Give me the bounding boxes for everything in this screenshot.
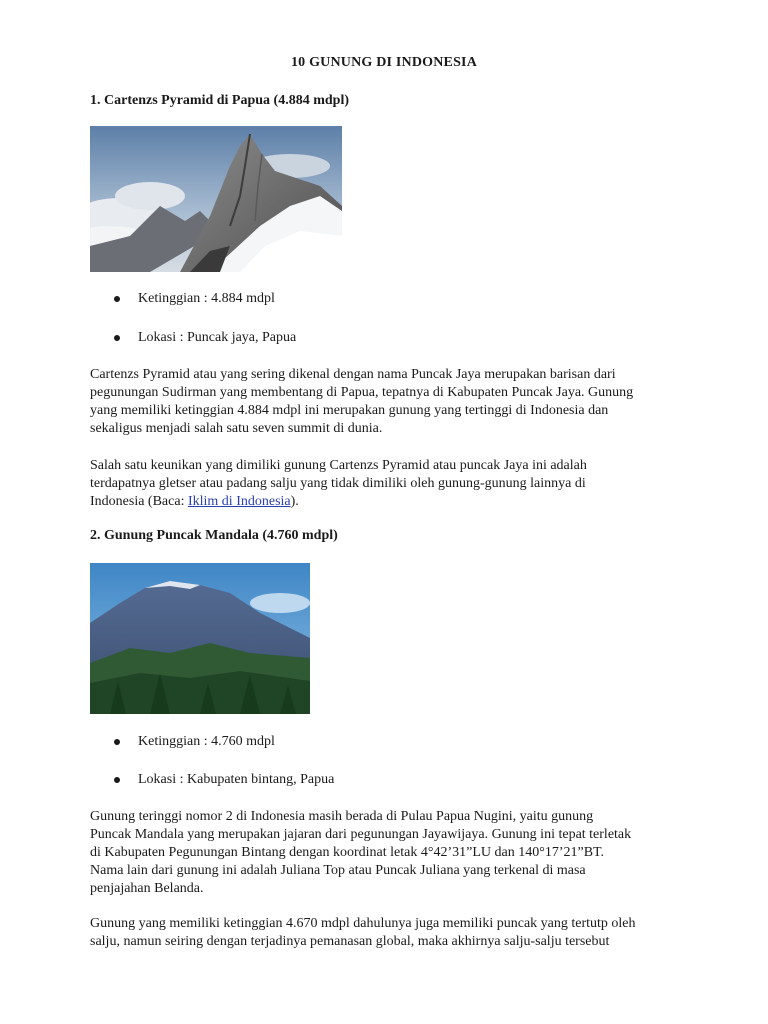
paragraph-line: Cartenzs Pyramid atau yang sering dikenal dengan nama Puncak Jaya merupakan barisan dari — [90, 367, 616, 382]
paragraph — [90, 366, 690, 438]
list-item — [114, 734, 275, 750]
document-title: 10 GUNUNG DI INDONESIA — [290, 55, 478, 70]
paragraph-line: di Kabupaten Pegunungan Bintang dengan koordinat letak 4°42’31”LU dan 140°17’21”BT. — [90, 845, 605, 860]
section-1-heading: 1. Cartenzs Pyramid di Papua (4.884 mdpl) — [90, 93, 349, 108]
paragraph-line: salju, namun seiring dengan terjadinya pemanasan global, maka akhirnya salju-salju tersebut — [90, 934, 610, 949]
paragraph-text: Indonesia (Baca: — [90, 494, 188, 509]
list-item — [114, 330, 296, 346]
list-item-text: Lokasi : Puncak jaya, Papua — [138, 330, 297, 345]
paragraph-line: Salah satu keunikan yang dimiliki gunung Cartenzs Pyramid atau puncak Jaya ini adalah — [90, 458, 587, 473]
puncak-mandala-photo — [90, 563, 310, 714]
bullet-icon — [114, 739, 120, 745]
list-item-text: Ketinggian : 4.884 mdpl — [138, 291, 275, 306]
paragraph-text: ). — [290, 494, 299, 509]
section-2-heading: 2. Gunung Puncak Mandala (4.760 mdpl) — [90, 528, 338, 543]
bullet-icon — [114, 335, 120, 341]
cartenzs-pyramid-photo — [90, 126, 342, 272]
paragraph-line: yang memiliki ketinggian 4.884 mdpl ini merupakan gunung yang tertinggi di Indonesia dan — [90, 403, 609, 418]
paragraph-line: Nama lain dari gunung ini adalah Juliana Top atau Puncak Juliana yang terkenal di masa — [90, 863, 586, 878]
list-item-text: Ketinggian : 4.760 mdpl — [138, 734, 275, 749]
paragraph-line: pegunungan Sudirman yang membentang di Papua, tepatnya di Kabupaten Puncak Jaya. Gunung — [90, 385, 634, 400]
paragraph — [90, 808, 690, 898]
iklim-di-indonesia-link[interactable]: Iklim di Indonesia — [187, 494, 291, 509]
paragraph-line: Gunung yang memiliki ketinggian 4.670 mdpl dahulunya juga memiliki puncak yang tertutp oleh — [90, 916, 636, 931]
list-item — [114, 291, 275, 307]
paragraph-line — [90, 493, 690, 511]
list-item-text: Lokasi : Kabupaten bintang, Papua — [138, 772, 335, 787]
paragraph-line: Puncak Mandala yang merupakan jajaran dari pegunungan Jayawijaya. Gunung ini tepat terletak — [90, 827, 632, 842]
paragraph-line: terdapatnya gletser atau padang salju yang tidak dimiliki oleh gunung-gunung lainnya di — [90, 476, 586, 491]
paragraph — [90, 457, 690, 511]
paragraph-line: sekaligus menjadi salah satu seven summit di dunia. — [90, 421, 383, 436]
list-item — [114, 772, 334, 788]
bullet-icon — [114, 777, 120, 783]
paragraph — [90, 915, 690, 951]
paragraph-line: penjajahan Belanda. — [90, 881, 204, 896]
paragraph-line: Gunung teringgi nomor 2 di Indonesia masih berada di Pulau Papua Nugini, yaitu gunung — [90, 809, 594, 824]
bullet-icon — [114, 296, 120, 302]
